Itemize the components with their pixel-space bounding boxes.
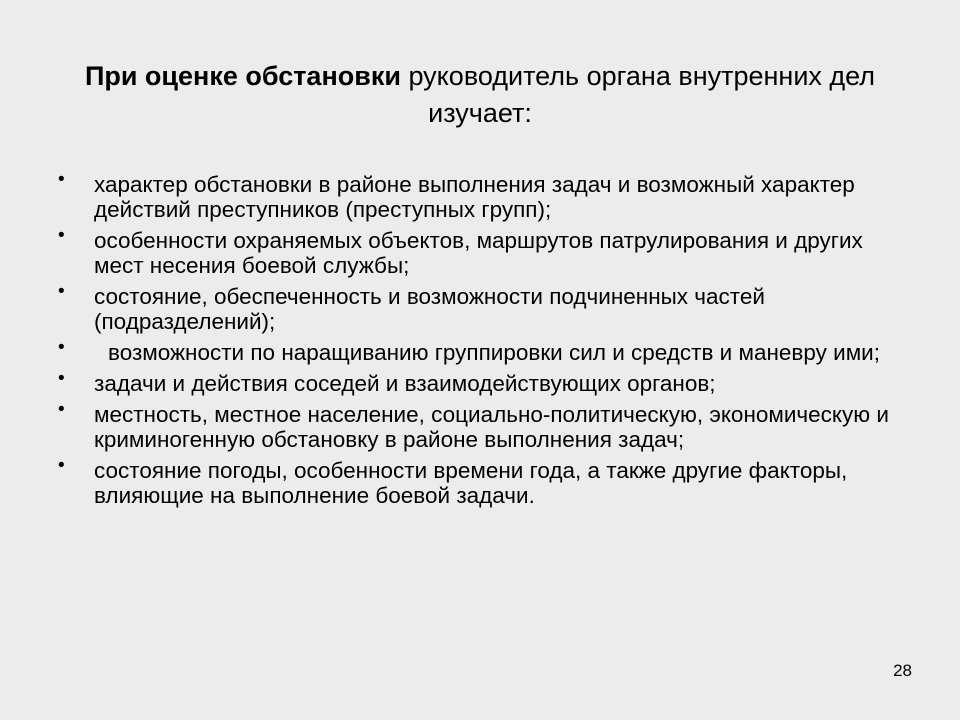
slide-title [80, 58, 880, 132]
bullet-icon: • [58, 225, 65, 246]
list-item [58, 455, 908, 508]
list-item-text: особенности охраняемых объектов, маршрутов патрулирования и других мест несения боевой службы; [94, 228, 863, 278]
list-item [58, 368, 908, 396]
list-item [58, 399, 908, 452]
list-item-text: возможности по наращиванию группировки сил и средств и маневру ими; [108, 340, 880, 365]
list-item-text: состояние погоды, особенности времени года, а также другие факторы, влияющие на выполнение боевой задачи. [94, 458, 848, 508]
list-item-text: состояние, обеспеченность и возможности подчиненных частей (подразделений); [94, 284, 765, 334]
list-item-text: задачи и действия соседей и взаимодействующих органов; [94, 371, 716, 396]
bullet-icon: • [58, 281, 65, 302]
bullet-icon: • [58, 399, 65, 420]
bullet-list [58, 169, 908, 514]
list-item [58, 225, 908, 278]
list-item [58, 337, 908, 365]
bullet-icon: • [58, 169, 65, 190]
page-number: 28 [893, 661, 912, 680]
slide-title-bold: При оценке обстановки [84, 61, 401, 91]
list-item [58, 281, 908, 334]
slide-title-rest: руководитель органа внутренних дел изучает: [400, 61, 876, 128]
bullet-icon: • [58, 455, 65, 476]
bullet-icon: • [58, 368, 65, 389]
list-item-text: местность, местное население, социально-политическую, экономическую и криминогенную обстановку в районе выполнения задач; [94, 402, 889, 452]
bullet-icon: • [58, 337, 65, 358]
list-item-text: характер обстановки в районе выполнения задач и возможный характер действий преступников (преступных групп); [94, 172, 855, 222]
list-item [58, 169, 908, 222]
